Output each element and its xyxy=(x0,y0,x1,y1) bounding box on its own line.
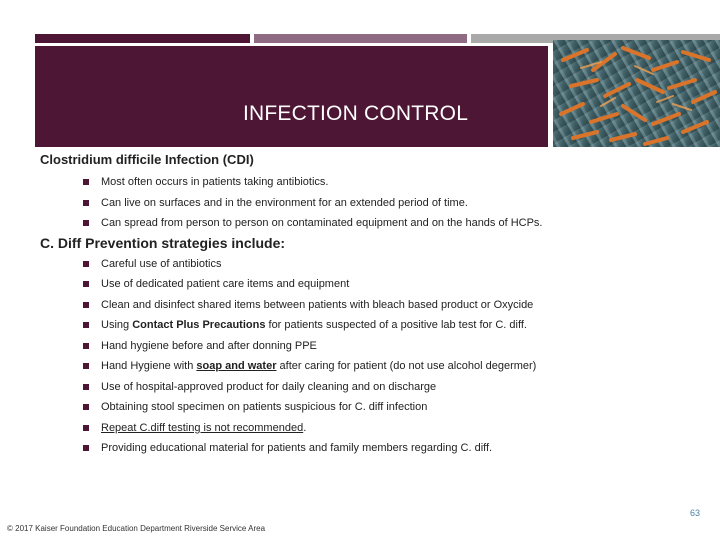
square-bullet-icon xyxy=(83,220,89,226)
accent-bar-purple xyxy=(35,34,250,43)
page-number: 63 xyxy=(689,508,700,518)
list-item-text: Hand Hygiene with soap and water after caring for patient (do not use alcohol degermer) xyxy=(101,360,537,372)
square-bullet-icon xyxy=(83,200,89,206)
slide-title: INFECTION CONTROL xyxy=(243,102,469,125)
square-bullet-icon xyxy=(83,425,89,431)
bacteria-photo xyxy=(553,40,720,147)
square-bullet-icon xyxy=(83,363,89,369)
accent-bar-mauve xyxy=(254,34,467,43)
section-heading-prevention: C. Diff Prevention strategies include: xyxy=(40,235,286,251)
square-bullet-icon xyxy=(83,322,89,328)
section-heading-cdi: Clostridium difficile Infection (CDI) xyxy=(40,152,254,167)
soap-and-water-emphasis: soap and water xyxy=(196,360,277,372)
square-bullet-icon xyxy=(83,445,89,451)
square-bullet-icon xyxy=(83,261,89,267)
list-item-text: Repeat C.diff testing is not recommended. xyxy=(101,422,307,434)
square-bullet-icon xyxy=(83,302,89,308)
title-banner xyxy=(35,46,548,147)
list-item-text: Using Contact Plus Precautions for patients suspected of a positive lab test for C. diff. xyxy=(101,319,527,331)
contact-plus-precautions-emphasis: Contact Plus Precautions xyxy=(132,319,266,331)
square-bullet-icon xyxy=(83,179,89,185)
square-bullet-icon xyxy=(83,404,89,410)
bacteria-image-icon xyxy=(553,40,720,147)
square-bullet-icon xyxy=(83,384,89,390)
square-bullet-icon xyxy=(83,281,89,287)
repeat-testing-emphasis: Repeat C.diff testing is not recommended xyxy=(101,422,304,434)
square-bullet-icon xyxy=(83,343,89,349)
footer-copyright: © 2017 Kaiser Foundation Education Department Riverside Service Area xyxy=(7,524,266,533)
